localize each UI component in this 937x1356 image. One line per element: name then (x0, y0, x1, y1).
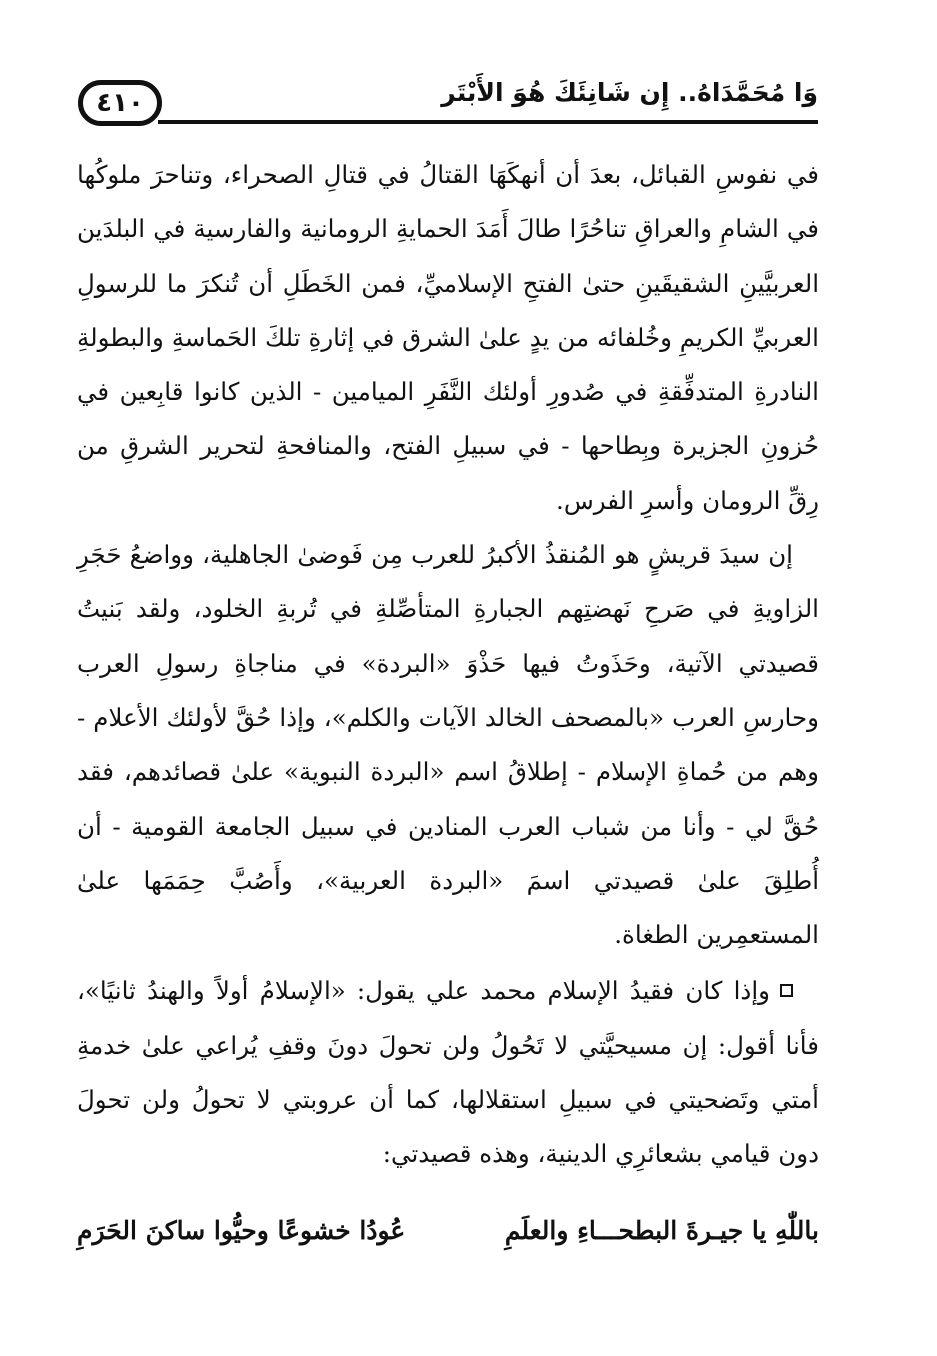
square-bullet-icon (780, 984, 793, 997)
verse-second-hemistich: عُودُا خشوعًا وحيُّوا ساكنَ الحَرَمِ (77, 1216, 406, 1245)
paragraph-1: في نفوسِ القبائل، بعدَ أن أنهكَهَا القتالُ في قتالِ الصحراء، وتناحرَ ملوكُها في الشامِ والعراقِ تناحُرًا طالَ أَمَدَ الحمايةِ الرومانية والفارسية في البلدَين العربيَّينِ الشقيقَينِ حتىٰ الفتحِ الإسلاميِّ، فمن الخَطَلِ أن تُنكرَ ما للرسولِ العربيِّ الكريمِ وخُلفائه من يدٍ علىٰ الشرق في إثارةِ تلكَ الحَماسةِ والبطولةِ النادرةِ المتدفِّقةِ في صُدورِ أولئك النَّفَرِ الميامين - الذين كانوا قابِعين في حُزونِ الجزيرة وبِطاحها - في سبيلِ الفتح، والمنافحةِ لتحرير الشرقِ من رِقِّ الرومان وأسرِ الفرس. (77, 160, 819, 515)
paragraph-3-text: وإذا كان فقيدُ الإسلام محمد علي يقول: «الإسلامُ أولاً والهندُ ثانيًا»، فأنا أقول: إن مسيحيَّتي لا تَحُولُ ولن تحولَ دونَ وقفِ يُراعي علىٰ خدمةِ أمتي وتَضحيتي في سبيلِ استقلالها، كما أن عروبتي لا تحولُ ولن تحولَ دون قيامي بشعائرِي الدينية، وهذه قصيدتي: (77, 976, 819, 1169)
paragraph-3 (77, 964, 819, 1181)
verse-first-hemistich: باللّٰهِ يا جيـرةَ البطحـــاءِ والعلَمِ (504, 1216, 819, 1245)
page-number-badge: ٤١٠ (78, 80, 162, 126)
running-title: وَا مُحَمَّدَاهُ.. إِن شَانِئَكَ هُوَ الأَبْتَر (441, 78, 818, 107)
poem-verse (77, 1212, 819, 1268)
body-text (77, 148, 819, 1182)
header-rule (158, 120, 818, 124)
paragraph-2: إن سيدَ قريشٍ هو المُنقذُ الأكبرُ للعرب مِن فَوضىٰ الجاهلية، وواضعُ حَجَرِ الزاويةِ في صَرحِ نَهضتِهم الجبارةِ المتأصِّلةِ في تُربةِ الخلود، ولقد بَنيتُ قصيدتي الآتية، وحَذَوتُ فيها حَذْوَ «البردة» في مناجاةِ رسولِ العرب وحارسِ العرب «بالمصحف الخالد الآيات والكلم»، وإذا حُقَّ لأولئك الأعلام - وهم من حُماةِ الإسلام - إطلاقُ اسم «البردة النبوية» علىٰ قصائدهم، فقد حُقَّ لي - وأنا من شباب العرب المنادين في سبيل الجامعة القومية - أن أُطلِقَ علىٰ قصيدتي اسمَ «البردة العربية»، وأَصُبَّ حِمَمَها علىٰ المستعمِرين الطغاة. (77, 540, 819, 950)
page-header (78, 70, 818, 130)
